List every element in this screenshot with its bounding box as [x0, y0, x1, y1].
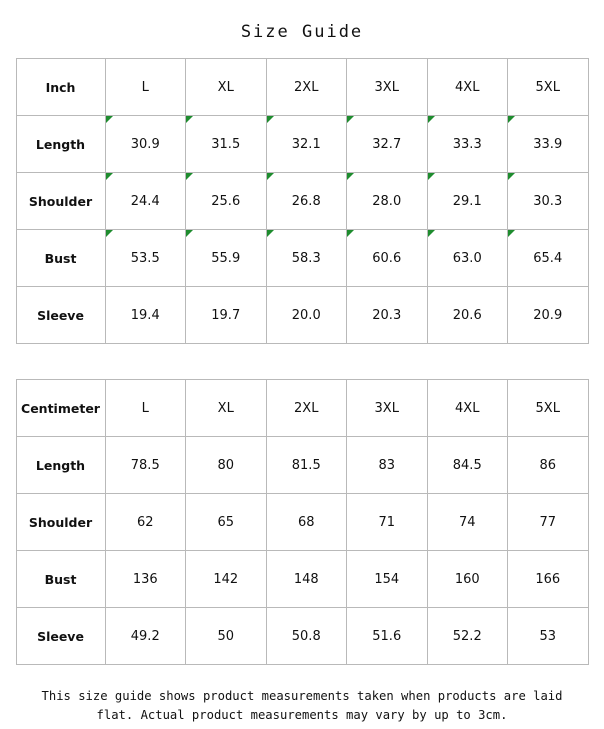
- measurement-cell: 20.9: [508, 287, 589, 344]
- row-label: Sleeve: [16, 608, 105, 665]
- row-label: Sleeve: [16, 287, 105, 344]
- measurement-cell: 32.7: [347, 116, 428, 173]
- row-label: Bust: [16, 230, 105, 287]
- column-header: 5XL: [508, 380, 589, 437]
- column-header: L: [105, 380, 186, 437]
- measurement-cell: 136: [105, 551, 186, 608]
- measurement-cell: 33.3: [427, 116, 508, 173]
- size-table-inch: [16, 58, 589, 344]
- page-title: Size Guide: [240, 22, 364, 42]
- measurement-cell: 25.6: [186, 173, 267, 230]
- column-header: 2XL: [266, 59, 347, 116]
- table-row: [16, 116, 588, 173]
- column-header: 4XL: [427, 380, 508, 437]
- size-table-centimeter: [16, 379, 589, 665]
- measurement-cell: 53: [508, 608, 589, 665]
- measurement-cell: 20.6: [427, 287, 508, 344]
- measurement-cell: 24.4: [105, 173, 186, 230]
- measurement-cell: 60.6: [347, 230, 428, 287]
- measurement-cell: 77: [508, 494, 589, 551]
- column-header: XL: [186, 380, 267, 437]
- measurement-cell: 30.9: [105, 116, 186, 173]
- measurement-cell: 148: [266, 551, 347, 608]
- column-header: L: [105, 59, 186, 116]
- measurement-cell: 53.5: [105, 230, 186, 287]
- row-label: Shoulder: [16, 494, 105, 551]
- measurement-cell: 50.8: [266, 608, 347, 665]
- measurement-cell: 142: [186, 551, 267, 608]
- measurement-cell: 65: [186, 494, 267, 551]
- measurement-cell: 81.5: [266, 437, 347, 494]
- measurement-cell: 80: [186, 437, 267, 494]
- row-label: Length: [16, 437, 105, 494]
- measurement-cell: 154: [347, 551, 428, 608]
- measurement-cell: 84.5: [427, 437, 508, 494]
- row-label: Shoulder: [16, 173, 105, 230]
- measurement-cell: 71: [347, 494, 428, 551]
- measurement-cell: 20.0: [266, 287, 347, 344]
- measurement-cell: 63.0: [427, 230, 508, 287]
- unit-label-inch: Inch: [16, 59, 105, 116]
- table-header-row: [16, 59, 588, 116]
- table-header-row: [16, 380, 588, 437]
- measurement-cell: 28.0: [347, 173, 428, 230]
- unit-label-centimeter: Centimeter: [16, 380, 105, 437]
- measurement-cell: 78.5: [105, 437, 186, 494]
- column-header: 2XL: [266, 380, 347, 437]
- table-gap: [0, 344, 604, 379]
- row-label: Length: [16, 116, 105, 173]
- column-header: 3XL: [347, 59, 428, 116]
- size-guide-footnote: This size guide shows product measurements taken when products are laid flat. Actual product measurements may vary by up to 3cm.: [41, 689, 563, 722]
- measurement-cell: 55.9: [186, 230, 267, 287]
- column-header: 3XL: [347, 380, 428, 437]
- table-row: [16, 287, 588, 344]
- row-label: Bust: [16, 551, 105, 608]
- measurement-cell: 62: [105, 494, 186, 551]
- measurement-cell: 32.1: [266, 116, 347, 173]
- table-row: [16, 608, 588, 665]
- column-header: XL: [186, 59, 267, 116]
- measurement-cell: 29.1: [427, 173, 508, 230]
- measurement-cell: 19.7: [186, 287, 267, 344]
- measurement-cell: 68: [266, 494, 347, 551]
- measurement-cell: 50: [186, 608, 267, 665]
- table-row: [16, 551, 588, 608]
- measurement-cell: 31.5: [186, 116, 267, 173]
- measurement-cell: 160: [427, 551, 508, 608]
- column-header: 5XL: [508, 59, 589, 116]
- measurement-cell: 20.3: [347, 287, 428, 344]
- measurement-cell: 51.6: [347, 608, 428, 665]
- measurement-cell: 52.2: [427, 608, 508, 665]
- measurement-cell: 86: [508, 437, 589, 494]
- table-row: [16, 173, 588, 230]
- measurement-cell: 58.3: [266, 230, 347, 287]
- measurement-cell: 26.8: [266, 173, 347, 230]
- measurement-cell: 30.3: [508, 173, 589, 230]
- measurement-cell: 65.4: [508, 230, 589, 287]
- measurement-cell: 83: [347, 437, 428, 494]
- measurement-cell: 49.2: [105, 608, 186, 665]
- measurement-cell: 74: [427, 494, 508, 551]
- column-header: 4XL: [427, 59, 508, 116]
- measurement-cell: 19.4: [105, 287, 186, 344]
- table-row: [16, 494, 588, 551]
- table-row: [16, 437, 588, 494]
- table-row: [16, 230, 588, 287]
- measurement-cell: 33.9: [508, 116, 589, 173]
- measurement-cell: 166: [508, 551, 589, 608]
